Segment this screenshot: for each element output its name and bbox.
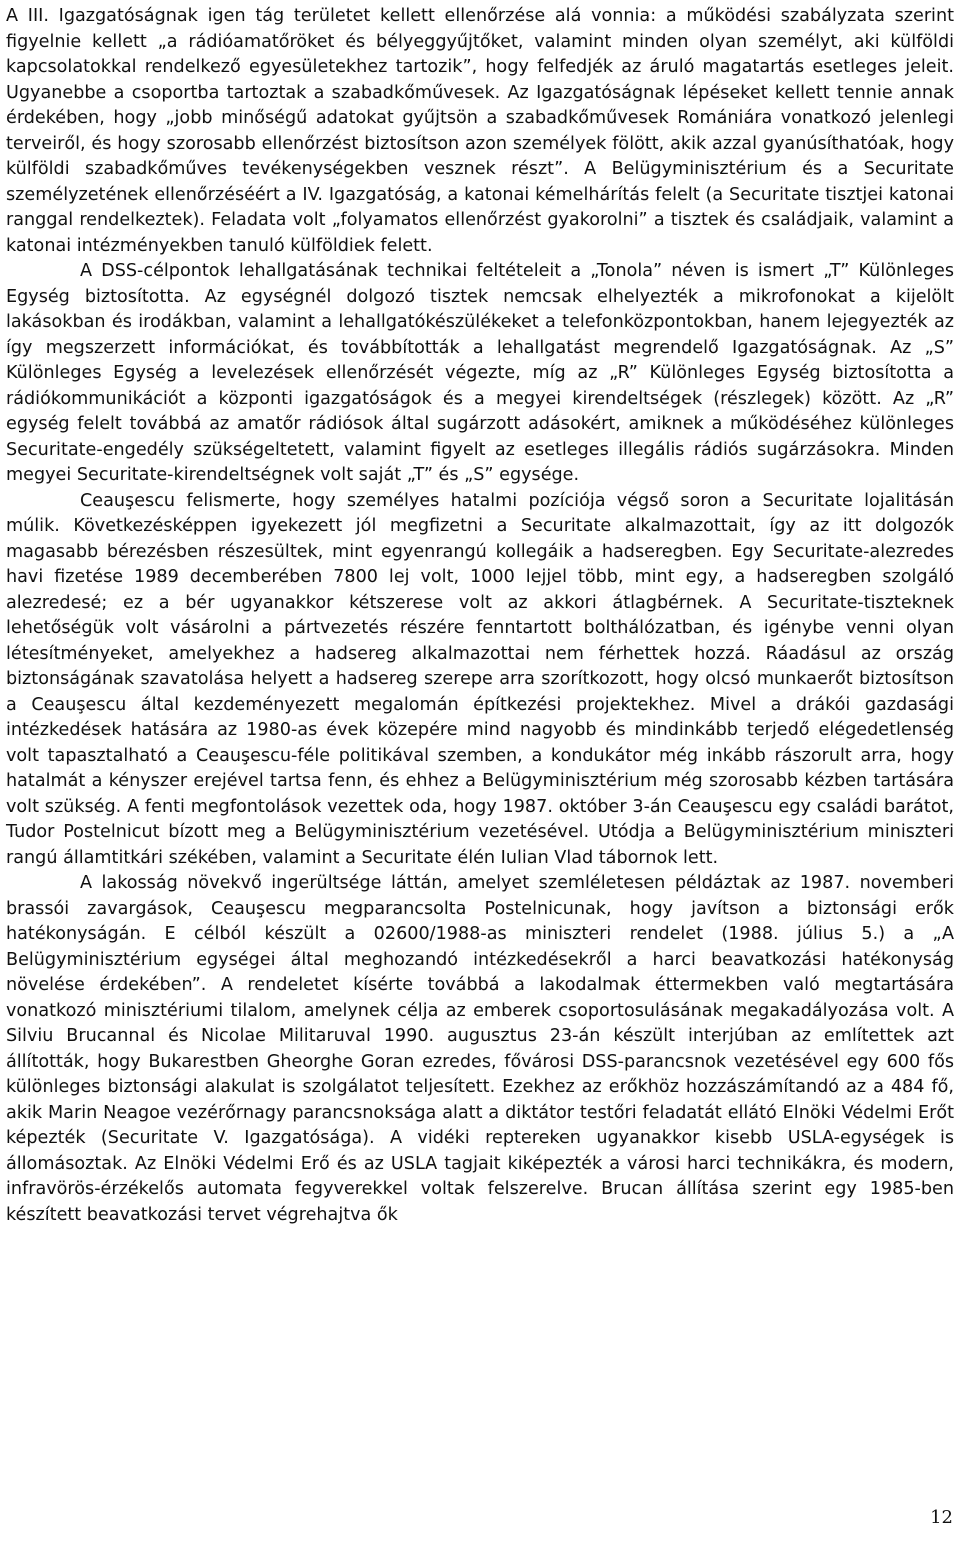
paragraph-4: A lakosság növekvő ingerültsége láttán, amelyet szemléletesen példáztak az 1987. novemberi brassói zavargások, Ceauşescu megparancsolta Postelnicunak, hogy javítson a biztonsági erők hatékonyságán. E célból készült a 02600/1988-as miniszteri rendelet (1988. július 5.) a „A Belügyminisztérium egységei által meghozandó intézkedésekről a harci beavatkozási hatékonyság növelése érdekében”. A rendeletet kísérte továbbá a lakodalmak éttermekben való megtartására vonatkozó minisztériumi tilalom, amelynek célja az emberek csoportosulásának megakadályozása volt. A Silviu Brucannal és Nicolae Militaruval 1990. augusztus 23-án készült interjúban az említettek azt állították, hogy Bukarestben Gheorghe Goran ezredes, fővárosi DSS-parancsnok vezetésével egy 600 fős különleges biztonsági alakulat is szolgálatot teljesített. Ezekhez az erőkhöz hozzászámítandó az a 484 fő, akik Marin Neagoe vezérőrnagy parancsnoksága alatt a diktátor testőri feladatát ellátó Elnöki Védelmi Erőt képezték (Securitate V. Igazgatósága). A vidéki reptereken ugyanakkor kisebb USLA-egységek is állomásoztak. Az Elnöki Védelmi Erő és az USLA tagjait kiképezték a városi harci technikákra, és modern, infravörös-érzékelős automata fegyverekkel voltak felszerelve. Brucan állítása szerint egy 1985-ben készített beavatkozási tervet végrehajtva ők [6,873,954,1225]
paragraph-1: A III. Igazgatóságnak igen tág területet kellett ellenőrzése alá vonnia: a működési szabályzata szerint figyelnie kellett „a rádióamatőröket és bélyeggyűjtőket, valamint minden olyan személyt, aki külföldi kapcsolatokkal rendelkező egyesületekhez tartozik”, hogy felfedjék az áruló magatartás esetleges jeleit. Ugyanebbe a csoportba tartoztak a szabadkőművesek. Az Igazgatóságnak lépéseket kellett tennie annak érdekében, hogy „jobb minőségű adatokat gyűjtsön a szabadkőművesek Romániára vonatkozó jelenlegi terveiről, és hogy szorosabb ellenőrzést biztosítson azon személyek fölött, akik azzal gyanúsíthatóak, hogy külföldi szabadkőműves tevékenységekben vesznek részt”. A Belügyminisztérium és a Securitate személyzetének ellenőrzéséért a IV. Igazgatóság, a katonai kémelhárítás felelt (a Securitate tisztjei katonai ranggal rendelkeztek). Feladata volt „folyamatos ellenőrzést gyakorolni” a tisztek és családjaik, valamint a katonai intézményekben tanuló külföldiek felett. [6,6,954,256]
paragraph-2: A DSS-célpontok lehallgatásának technikai feltételeit a „Tonola” néven is ismert „T” Különleges Egység biztosította. Az egységnél dolgozó tisztek nemcsak elhelyezték a mikrofonokat a kijelölt lakásokban és irodákban, valamint a lehallgatókészülékeket a telefonközpontokban, hanem lejegyezték az így megszerzett információkat, és továbbították a lehallgatást megrendelő Igazgatóságnak. Az „S” Különleges Egység a levelezések ellenőrzését végezte, míg az „R” Különleges Egység biztosította a rádiókommunikációt a központi igazgatóságok és a megyei kirendeltségek (részlegek) között. Az „R” egység felelt továbbá az amatőr rádiósok által sugárzott adásokért, amiknek a működéséhez különleges Securitate-engedély szükségeltetett, valamint figyelt az esetleges illegális rádiós sugárzásokra. Minden megyei Securitate-kirendeltségnek volt saját „T” és „S” egysége. [6,261,954,485]
document-body [6,4,954,1228]
paragraph-3: Ceauşescu felismerte, hogy személyes hatalmi pozíciója végső soron a Securitate lojalitásán múlik. Következésképpen igyekezett jól megfizetni a Securitate alkalmazottait, így az itt dolgozók magasabb bérezésben részesültek, mint egyenrangú kollegáik a hadseregben. Egy Securitate-alezredes havi fizetése 1989 decemberében 7800 lej volt, 1000 lejjel több, mint egy, a hadseregben szolgáló alezredesé; ez a bér ugyanakkor kétszerese volt az akkori átlagbérnek. A Securitate-tiszteknek lehetőségük volt vásárolni a pártvezetés részére fenntartott bolthálózatban, és igénybe venni olyan létesítményeket, amelyekhez a hadsereg alkalmazottai nem férhettek hozzá. Ráadásul az ország biztonságának szavatolása helyett a hadsereg szerepe arra szorítkozott, hogy olcsó munkaerőt biztosítson a Ceauşescu által kezdeményezett megalomán építkezési projektekhez. Mivel a drákói gazdasági intézkedések hatására az 1980-as évek közepére mind nagyobb és mindinkább terjedő elégedetlenség volt tapasztalható a Ceauşescu-féle politikával szemben, a kondukátor még inkább rászorult arra, hogy hatalmát a kényszer erejével tartsa fenn, és ehhez a Belügyminisztérium még szorosabb kézben tartására volt szükség. A fenti megfontolások vezettek oda, hogy 1987. október 3-án Ceauşescu egy családi barátot, Tudor Postelnicut bízott meg a Belügyminisztérium vezetésével. Utódja a Belügyminisztérium miniszteri rangú államtitkári székében, valamint a Securitate élén Iulian Vlad tábornok lett. [6,490,954,868]
page-number: 12 [930,1507,953,1528]
